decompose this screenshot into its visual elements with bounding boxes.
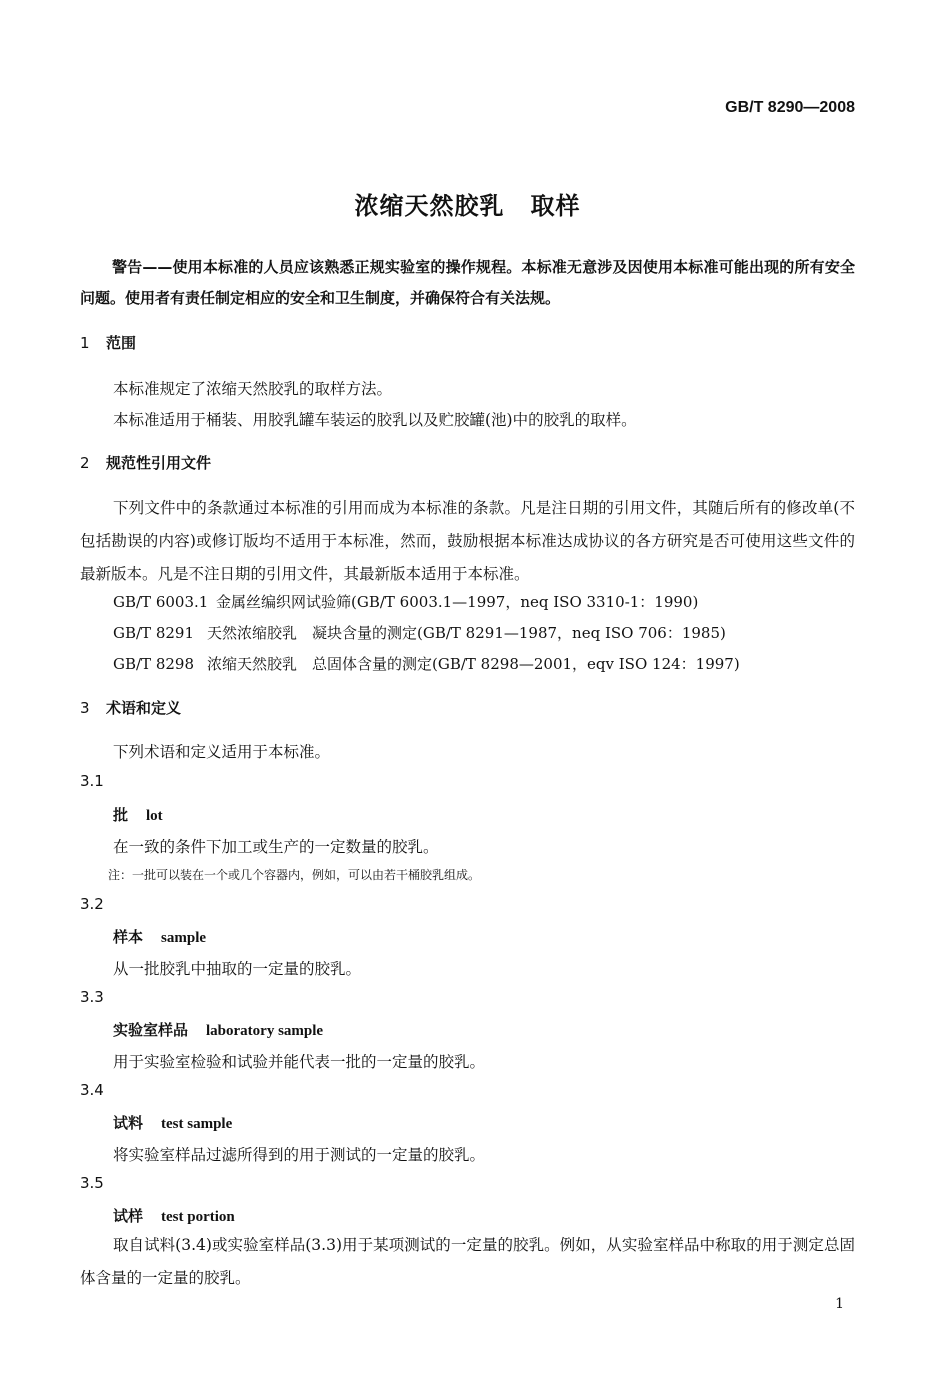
term-definition: 在一致的条件下加工或生产的一定数量的胶乳。 (113, 838, 439, 856)
section-number: 3 (80, 699, 90, 717)
term-en: test sample (161, 1116, 233, 1132)
term-definition: 取自试料(3.4)或实验室样品(3.3)用于某项测试的一定量的胶乳。例如，从实验室样品中称取的用于测定总固体含量的一定量的胶乳。 (80, 1236, 855, 1287)
term-number: 3.5 (80, 1174, 104, 1192)
term-en: test portion (161, 1209, 235, 1225)
term-en: sample (161, 930, 207, 946)
term-definition: 用于实验室检验和试验并能代表一批的一定量的胶乳。 (113, 1053, 486, 1071)
section-number: 1 (80, 334, 90, 352)
scope-paragraph-2: 本标准适用于桶装、用胶乳罐车装运的胶乳以及贮胶罐(池)中的胶乳的取样。 (113, 411, 637, 429)
reference-code: GB/T 8291 (113, 624, 195, 642)
title-part1: 浓缩天然胶乳 (354, 192, 505, 220)
term-zh: 试料 (113, 1114, 144, 1132)
references-intro: 下列文件中的条款通过本标准的引用而成为本标准的条款。凡是注日期的引用文件，其随后所有的修改单(不包括勘误的内容)或修订版均不适用于本标准，然而，鼓励根据本标准达成协议的各方研究是否可使用这些文件的最新版本。凡是不注日期的引用文件，其最新版本适用于本标准。 (80, 499, 855, 583)
term-zh: 实验室样品 (113, 1021, 189, 1039)
term-definition: 从一批胶乳中抽取的一定量的胶乳。 (113, 960, 362, 978)
document-title (0, 186, 935, 221)
term-heading (113, 1019, 323, 1040)
section-title: 范围 (106, 334, 137, 352)
section-number: 2 (80, 454, 90, 472)
reference-item (113, 591, 698, 612)
term-number: 3.2 (80, 895, 104, 913)
term-heading (113, 1205, 235, 1226)
reference-title: 天然浓缩胶乳 凝块含量的测定(GB/T 8291—1987，neq ISO 706：1985) (207, 624, 726, 642)
term-heading (113, 926, 206, 947)
scope-paragraph-1: 本标准规定了浓缩天然胶乳的取样方法。 (113, 380, 393, 398)
terms-intro: 下列术语和定义适用于本标准。 (113, 743, 331, 761)
term-heading (113, 804, 163, 825)
term-definition: 将实验室样品过滤所得到的用于测试的一定量的胶乳。 (113, 1146, 486, 1164)
section-heading-terms (80, 697, 181, 718)
reference-item (113, 653, 740, 674)
term-zh: 样本 (113, 928, 144, 946)
reference-code: GB/T 8298 (113, 655, 195, 673)
term-en: laboratory sample (206, 1023, 324, 1039)
term-zh: 试样 (113, 1207, 144, 1225)
standard-number: GB/T 8290—2008 (725, 99, 855, 116)
reference-code: GB/T 6003.1 (113, 593, 209, 611)
term-zh: 批 (113, 806, 129, 824)
term-heading (113, 1112, 232, 1133)
term-number: 3.1 (80, 772, 104, 790)
term-en: lot (146, 808, 163, 824)
term-number: 3.4 (80, 1081, 104, 1099)
reference-title: 金属丝编织网试验筛(GB/T 6003.1—1997，neq ISO 3310-1：1990) (216, 593, 699, 611)
section-heading-normative-references (80, 452, 211, 473)
term-note: 注：一批可以装在一个或几个容器内，例如，可以由若干桶胶乳组成。 (108, 868, 481, 882)
term-number: 3.3 (80, 988, 104, 1006)
section-title: 术语和定义 (106, 699, 182, 717)
page-number: 1 (835, 1296, 844, 1312)
warning-paragraph: 警告——使用本标准的人员应该熟悉正规实验室的操作规程。本标准无意涉及因使用本标准可能出现的所有安全问题。使用者有责任制定相应的安全和卫生制度，并确保符合有关法规。 (80, 258, 855, 307)
section-heading-scope (80, 332, 136, 353)
title-part2: 取样 (530, 192, 581, 220)
reference-title: 浓缩天然胶乳 总固体含量的测定(GB/T 8298—2001，eqv ISO 124：1997) (207, 655, 740, 673)
section-title: 规范性引用文件 (106, 454, 212, 472)
reference-item (113, 622, 726, 643)
